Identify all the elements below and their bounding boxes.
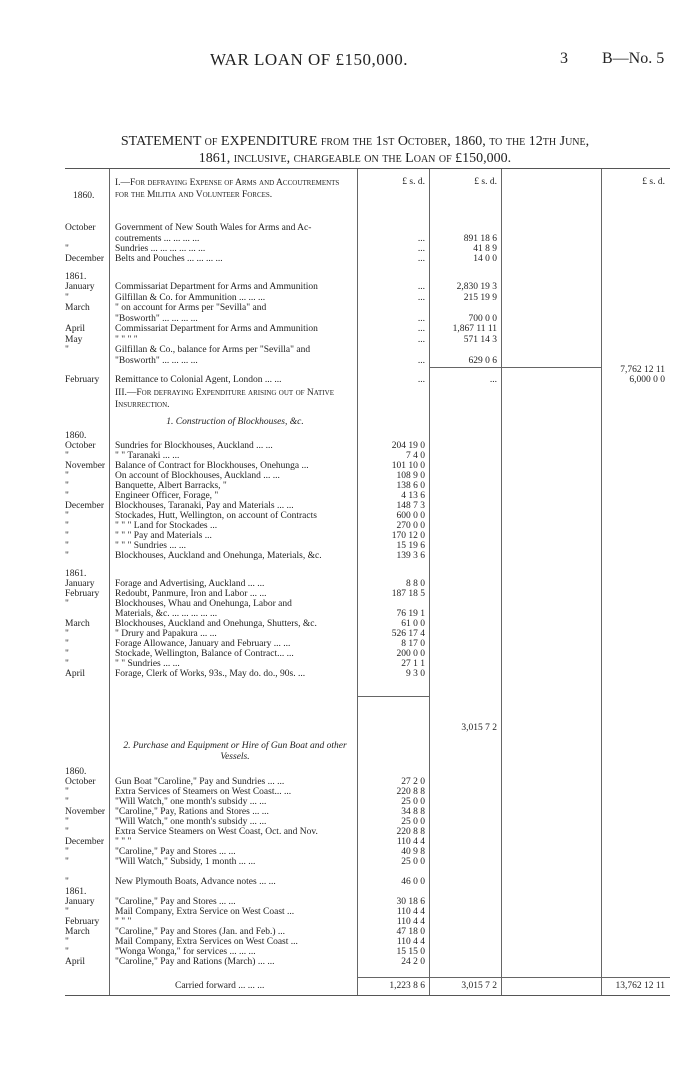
table-row bbox=[65, 857, 670, 868]
row-description: "Caroline," Pay and Stores ... ... bbox=[115, 897, 236, 907]
row-amount-col2: ... bbox=[417, 356, 425, 366]
row-description: "Caroline," Pay and Stores (Jan. and Feb.) ... bbox=[115, 927, 286, 937]
year-label: 1860. bbox=[73, 191, 95, 201]
row-description: Banquette, Albert Barracks, " bbox=[115, 481, 227, 491]
row-description: "Will Watch," Subsidy, 1 month ... ... bbox=[115, 857, 256, 867]
row-description: Blockhouses, Auckland and Onehunga, Shutters, &c. bbox=[115, 619, 317, 629]
row-description: Forage and Advertising, Auckland ... ... bbox=[115, 579, 265, 589]
row-date: 1861. bbox=[65, 272, 87, 282]
row-description: Mail Company, Extra Services on West Coast ... bbox=[115, 937, 298, 947]
row-description: Extra Services of Steamers on West Coast... ... bbox=[115, 787, 292, 797]
row-date: " bbox=[65, 471, 69, 481]
row-date: " bbox=[65, 491, 69, 501]
row-amount-col2: 220 8 8 bbox=[396, 787, 425, 797]
row-description: "Bosworth" ... ... ... ... bbox=[115, 314, 198, 324]
row-date: February bbox=[65, 589, 100, 599]
row-date: " bbox=[65, 531, 69, 541]
subsection1-total-row bbox=[65, 723, 670, 734]
row-amount-col2: 27 1 1 bbox=[401, 659, 425, 669]
row-date: 1860. bbox=[65, 767, 87, 777]
row-description: " " " bbox=[115, 917, 132, 927]
page-header bbox=[0, 50, 700, 72]
row-date: " bbox=[65, 511, 69, 521]
row-amount-col2: 600 0 0 bbox=[396, 511, 425, 521]
row-amount-col2: 110 4 4 bbox=[396, 937, 425, 947]
row-date: October bbox=[65, 441, 96, 451]
row-description: Commissariat Department for Arms and Ammunition bbox=[115, 324, 318, 334]
subtotal-rule bbox=[429, 367, 501, 368]
row-amount-col2: ... bbox=[417, 293, 425, 303]
row-date: " bbox=[65, 857, 69, 867]
row-description: " " " Land for Stockades ... bbox=[115, 521, 218, 531]
row-date: " bbox=[65, 659, 69, 669]
row-amount-col2: 110 4 4 bbox=[396, 907, 425, 917]
row-date: January bbox=[65, 282, 95, 292]
row-description: " " " " bbox=[115, 335, 138, 345]
statement-line-1: STATEMENT of EXPENDITURE from the 1st October, 1860, to the 12th June, bbox=[120, 134, 590, 149]
row-amount-col2: 15 15 0 bbox=[396, 947, 425, 957]
row-date: " bbox=[65, 345, 69, 355]
row-date: " bbox=[65, 293, 69, 303]
row-date: January bbox=[65, 579, 95, 589]
table-row bbox=[65, 324, 670, 335]
row-amount-col2: 270 0 0 bbox=[396, 521, 425, 531]
row-date: " bbox=[65, 244, 69, 254]
row-date: December bbox=[65, 837, 105, 847]
row-date: January bbox=[65, 897, 95, 907]
row-description: Gilfillan & Co., balance for Arms per "Sevilla" and bbox=[115, 345, 311, 355]
row-date: November bbox=[65, 807, 106, 817]
row-date: " bbox=[65, 847, 69, 857]
row-description: Engineer Officer, Forage, " bbox=[115, 491, 219, 501]
document-reference: B—No. 5 bbox=[602, 50, 665, 67]
row-amount-col2: 526 17 4 bbox=[391, 629, 425, 639]
row-description: Gilfillan & Co. for Ammunition ... ... ... bbox=[115, 293, 266, 303]
section3-heading: III.—For defraying Expenditure arising out of Native Insurrection. bbox=[115, 388, 334, 410]
row-date: April bbox=[65, 324, 86, 334]
row-amount-col2: 110 4 4 bbox=[396, 917, 425, 927]
row-description: Commissariat Department for Arms and Ammunition bbox=[115, 282, 318, 292]
row-amount-col3: 14 0 0 bbox=[473, 254, 497, 264]
row-description: " on account for Arms per "Sevilla" and bbox=[115, 303, 267, 313]
col3-heading: £ s. d. bbox=[474, 177, 497, 187]
row-date: December bbox=[65, 254, 105, 264]
row-description: " Drury and Papakura ... ... bbox=[115, 629, 217, 639]
row-amount-col2: 8 8 0 bbox=[406, 579, 425, 589]
row-amount-col2: 25 0 0 bbox=[401, 817, 425, 827]
row-amount-col2: 7 4 0 bbox=[406, 451, 425, 461]
row-date: " bbox=[65, 937, 69, 947]
row-amount-col2: 101 10 0 bbox=[391, 461, 425, 471]
row-amount-col2: ... bbox=[417, 244, 425, 254]
table-row bbox=[65, 957, 670, 968]
row-amount-col2: 138 6 0 bbox=[396, 481, 425, 491]
row-amount-col2: 8 17 0 bbox=[401, 639, 425, 649]
row-date: March bbox=[65, 303, 90, 313]
row-date: 1861. bbox=[65, 569, 87, 579]
page-title: WAR LOAN OF £150,000. bbox=[210, 50, 408, 69]
row-date: October bbox=[65, 777, 96, 787]
row-description: "Bosworth" ... ... ... ... bbox=[115, 356, 198, 366]
row-amount-col3: 2,830 19 3 bbox=[456, 282, 497, 292]
table-row bbox=[65, 254, 670, 265]
row-amount-col3: 1,867 11 11 bbox=[452, 324, 497, 334]
row-description: Gun Boat "Caroline," Pay and Sundries ... ... bbox=[115, 777, 285, 787]
row-date: " bbox=[65, 629, 69, 639]
row-amount-col2: ... bbox=[417, 234, 425, 244]
row-date: " bbox=[65, 817, 69, 827]
row-description: Blockhouses, Whau and Onehunga, Labor and bbox=[115, 599, 292, 609]
row-amount-col2: ... bbox=[417, 375, 425, 385]
row-amount-col2: 148 7 3 bbox=[396, 501, 425, 511]
row-amount-col3: 215 19 9 bbox=[463, 293, 497, 303]
row-amount-col2: 61 0 0 bbox=[401, 619, 425, 629]
row-amount-col2: 25 0 0 bbox=[401, 857, 425, 867]
row-amount-col3: 571 14 3 bbox=[463, 335, 497, 345]
row-description: coutrements ... ... ... ... bbox=[115, 234, 200, 244]
total-rule bbox=[357, 977, 670, 978]
row-description: Mail Company, Extra Service on West Coast ... bbox=[115, 907, 295, 917]
page-number: 3 bbox=[560, 50, 568, 67]
row-amount-col2: 30 18 6 bbox=[396, 897, 425, 907]
row-description: " " " Pay and Materials ... bbox=[115, 531, 212, 541]
carried-forward-col2: 1,223 8 6 bbox=[389, 981, 425, 991]
row-date: February bbox=[65, 375, 100, 385]
row-description: Redoubt, Panmure, Iron and Labor ... ... bbox=[115, 589, 267, 599]
row-amount-col2: 46 0 0 bbox=[401, 877, 425, 887]
row-amount-col2: 108 9 0 bbox=[396, 471, 425, 481]
row-amount-col2: 139 3 6 bbox=[396, 551, 425, 561]
row-date: " bbox=[65, 649, 69, 659]
row-amount-col3: 629 0 6 bbox=[468, 356, 497, 366]
row-description: Stockades, Hutt, Wellington, on account of Contracts bbox=[115, 511, 317, 521]
row-amount-col4: 6,000 0 0 bbox=[629, 375, 665, 385]
table-row bbox=[65, 303, 670, 314]
row-amount-col3: 891 18 6 bbox=[463, 234, 497, 244]
carried-forward-col4: 13,762 12 11 bbox=[615, 981, 665, 991]
row-amount-col2: 34 8 8 bbox=[401, 807, 425, 817]
row-date: " bbox=[65, 907, 69, 917]
row-description: Belts and Pouches ... ... ... ... bbox=[115, 254, 223, 264]
table-row bbox=[65, 669, 670, 680]
row-description: New Plymouth Boats, Advance notes ... ... bbox=[115, 877, 276, 887]
col4-heading: £ s. d. bbox=[642, 177, 665, 187]
row-amount-col2: ... bbox=[417, 324, 425, 334]
row-amount-col2: 200 0 0 bbox=[396, 649, 425, 659]
subtotal-rule bbox=[501, 367, 601, 368]
row-amount-col3: 700 0 0 bbox=[468, 314, 497, 324]
row-date: " bbox=[65, 877, 69, 887]
table-row bbox=[65, 345, 670, 356]
row-amount-col2: 25 0 0 bbox=[401, 797, 425, 807]
row-date: 1861. bbox=[65, 887, 87, 897]
statement-heading bbox=[60, 133, 650, 167]
subtotal-rule bbox=[357, 696, 429, 697]
carried-forward-label: Carried forward ... ... ... bbox=[175, 981, 265, 991]
row-amount-col2: ... bbox=[417, 314, 425, 324]
row-description: Forage, Clerk of Works, 93s., May do. do., 90s. ... bbox=[115, 669, 306, 679]
row-description: Government of New South Wales for Arms and Ac- bbox=[115, 223, 312, 233]
row-amount-col2: 220 8 8 bbox=[396, 827, 425, 837]
row-description: Balance of Contract for Blockhouses, Onehunga ... bbox=[115, 461, 309, 471]
row-amount-col2: 110 4 4 bbox=[396, 837, 425, 847]
table-row bbox=[65, 282, 670, 293]
row-amount-col2: ... bbox=[417, 282, 425, 292]
carried-forward-col3: 3,015 7 2 bbox=[461, 981, 497, 991]
row-description: On account of Blockhouses, Auckland ... ... bbox=[115, 471, 280, 481]
row-amount-col2: 15 19 6 bbox=[396, 541, 425, 551]
row-date: " bbox=[65, 541, 69, 551]
carried-forward-row bbox=[65, 981, 670, 992]
table-row bbox=[65, 551, 670, 562]
row-date: " bbox=[65, 787, 69, 797]
row-description: "Caroline," Pay and Rations (March) ... ... bbox=[115, 957, 275, 967]
row-description: " " Taranaki ... ... bbox=[115, 451, 180, 461]
row-description: Sundries ... ... ... ... ... ... bbox=[115, 244, 206, 254]
row-amount-col2: 27 2 0 bbox=[401, 777, 425, 787]
row-description: " " " Sundries ... ... bbox=[115, 541, 187, 551]
row-description: "Wonga Wonga," for services ... ... ... bbox=[115, 947, 256, 957]
row-amount-col2: 24 2 0 bbox=[401, 957, 425, 967]
row-amount-col2: ... bbox=[417, 335, 425, 345]
row-date: " bbox=[65, 639, 69, 649]
row-description: Extra Service Steamers on West Coast, Oct. and Nov. bbox=[115, 827, 318, 837]
row-amount-col2: 76 19 1 bbox=[396, 609, 425, 619]
row-description: Blockhouses, Auckland and Onehunga, Materials, &c. bbox=[115, 551, 322, 561]
row-date: " bbox=[65, 521, 69, 531]
row-description: "Caroline," Pay, Rations and Stores ... ... bbox=[115, 807, 269, 817]
subsection1-heading: 1. Construction of Blockhouses, &c. bbox=[166, 417, 304, 427]
row-description: Materials, &c. ... ... ... ... ... bbox=[115, 609, 218, 619]
row-date: November bbox=[65, 461, 106, 471]
row-description: "Will Watch," one month's subsidy ... ... bbox=[115, 817, 267, 827]
row-date: April bbox=[65, 669, 86, 679]
row-date: " bbox=[65, 947, 69, 957]
row-date: May bbox=[65, 335, 83, 345]
row-amount-col2: 9 3 0 bbox=[406, 669, 425, 679]
subsection1-total: 3,015 7 2 bbox=[461, 723, 497, 733]
row-date: " bbox=[65, 451, 69, 461]
row-date: " bbox=[65, 599, 69, 609]
row-date: March bbox=[65, 927, 90, 937]
col2-heading: £ s. d. bbox=[402, 177, 425, 187]
row-date: " bbox=[65, 827, 69, 837]
row-amount-col2: 170 12 0 bbox=[391, 531, 425, 541]
row-date: " bbox=[65, 551, 69, 561]
row-description: " " Sundries ... ... bbox=[115, 659, 180, 669]
row-date: October bbox=[65, 223, 96, 233]
row-amount-col2: 187 18 5 bbox=[391, 589, 425, 599]
row-amount-col3: ... bbox=[489, 375, 497, 385]
subsection2-heading: 2. Purchase and Equipment or Hire of Gun Boat and other Vessels. bbox=[123, 741, 347, 762]
row-description: Remittance to Colonial Agent, London ... ... bbox=[115, 375, 282, 385]
row-description: " " " bbox=[115, 837, 132, 847]
row-amount-col3: 41 8 9 bbox=[473, 244, 497, 254]
row-date: December bbox=[65, 501, 105, 511]
statement-line-2: 1861, inclusive, chargeable on the Loan of £150,000. bbox=[198, 151, 512, 166]
table-row bbox=[65, 223, 670, 234]
row-description: Blockhouses, Taranaki, Pay and Materials ... ... bbox=[115, 501, 294, 511]
row-date: " bbox=[65, 481, 69, 491]
row-date: April bbox=[65, 957, 86, 967]
row-amount-col4: 7,762 12 11 bbox=[620, 365, 665, 375]
row-amount-col2: 40 9 8 bbox=[401, 847, 425, 857]
row-date: February bbox=[65, 917, 100, 927]
row-amount-col2: 204 19 0 bbox=[391, 441, 425, 451]
row-amount-col2: 47 18 0 bbox=[396, 927, 425, 937]
row-date: " bbox=[65, 797, 69, 807]
row-date: 1860. bbox=[65, 431, 87, 441]
row-amount-col2: 4 13 6 bbox=[401, 491, 425, 501]
row-description: Stockade, Wellington, Balance of Contract... ... bbox=[115, 649, 294, 659]
row-description: Forage Allowance, January and February ... ... bbox=[115, 639, 291, 649]
row-description: Sundries for Blockhouses, Auckland ... ... bbox=[115, 441, 273, 451]
section1-heading: I.—For defraying Expense of Arms and Accoutrements for the Militia and Volunteer Forces. bbox=[115, 178, 340, 200]
row-description: "Will Watch," one month's subsidy ... ... bbox=[115, 797, 267, 807]
row-date: March bbox=[65, 619, 90, 629]
row-description: "Caroline," Pay and Stores ... ... bbox=[115, 847, 236, 857]
table-row bbox=[65, 375, 670, 386]
expenditure-table bbox=[65, 168, 670, 996]
row-amount-col2: ... bbox=[417, 254, 425, 264]
